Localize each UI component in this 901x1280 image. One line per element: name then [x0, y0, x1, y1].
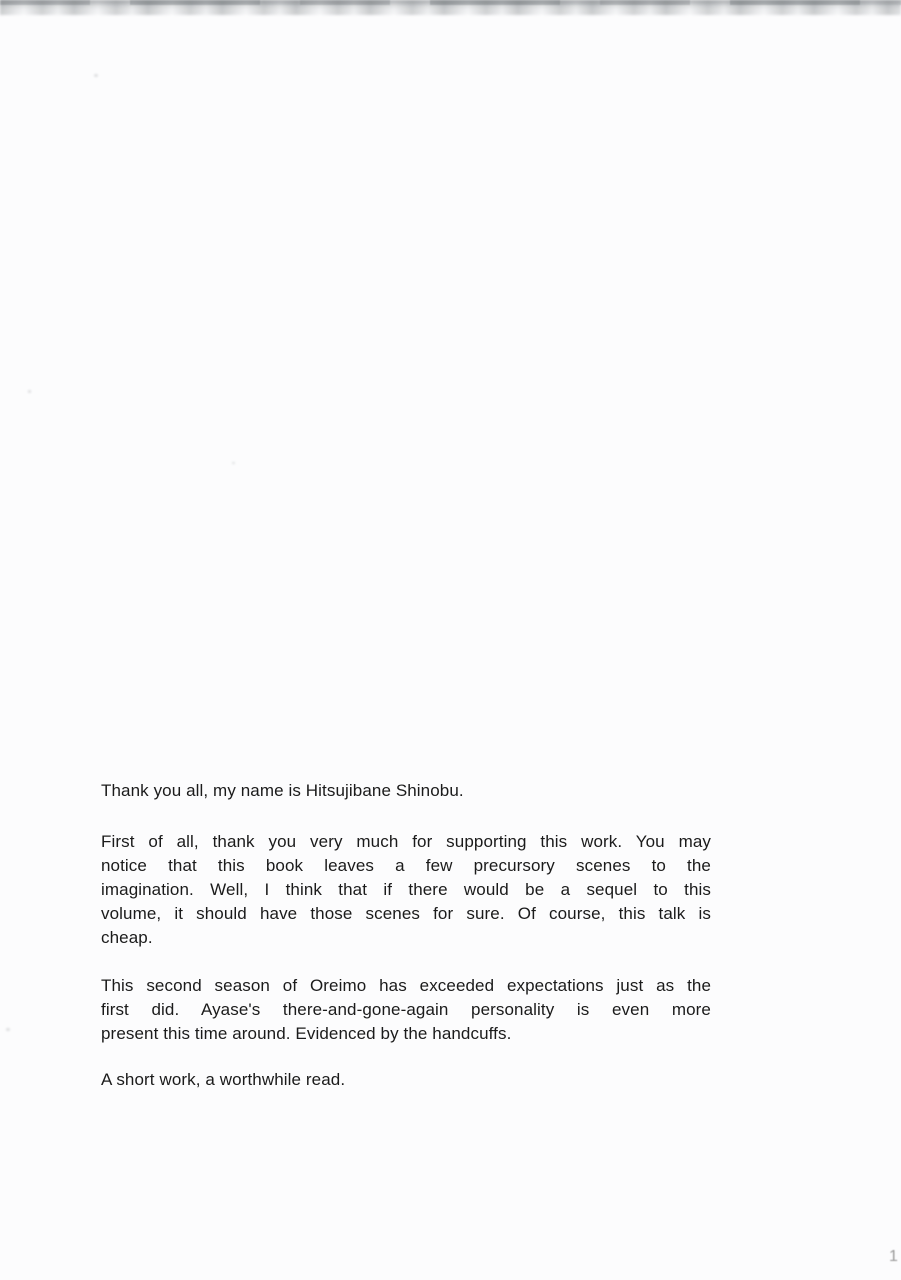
afterword-paragraph [101, 1068, 711, 1092]
dust-speck [6, 1028, 10, 1031]
text-line: A short work, a worthwhile read. [101, 1070, 346, 1089]
text-line: volume, it should have those scenes for sure. Of course, this talk is [101, 904, 711, 923]
text-line: imagination. Well, I think that if there would be a sequel to this [101, 880, 711, 899]
text-line: This second season of Oreimo has exceeded expectations just as the [101, 976, 711, 995]
dust-speck [232, 462, 235, 464]
text-line: Thank you all, my name is Hitsujibane Shinobu. [101, 781, 464, 800]
afterword-paragraph [101, 830, 711, 950]
text-line: notice that this book leaves a few precursory scenes to the [101, 856, 711, 875]
text-line: first did. Ayase's there-and-gone-again personality is even more [101, 1000, 711, 1019]
afterword-paragraph [101, 974, 711, 1046]
afterword-paragraph [101, 779, 711, 803]
text-line: First of all, thank you very much for supporting this work. You may [101, 832, 711, 851]
page-number: 1 [889, 1248, 898, 1265]
dust-speck [94, 74, 98, 77]
dust-speck [28, 390, 31, 393]
text-line: present this time around. Evidenced by the handcuffs. [101, 1024, 512, 1043]
text-line: cheap. [101, 928, 153, 947]
afterword-text-block [101, 779, 711, 1092]
scanner-noise-edge [0, 0, 901, 5]
